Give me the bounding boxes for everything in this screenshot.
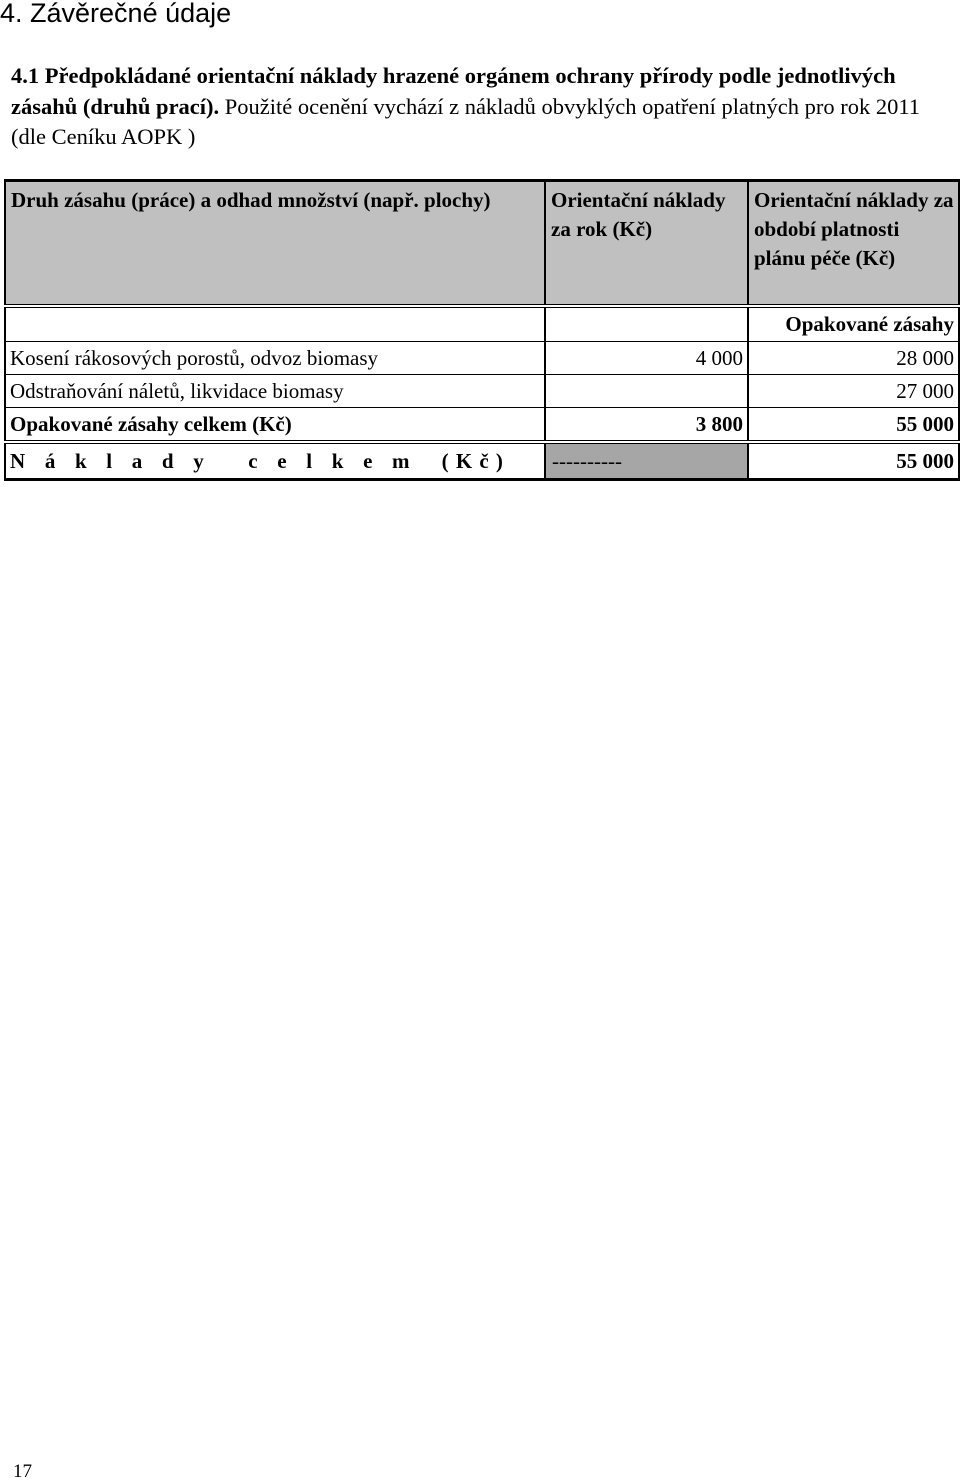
section-heading: 4. Závěrečné údaje <box>0 0 232 28</box>
cost-table <box>4 179 960 481</box>
total-period: 55 000 <box>748 442 959 480</box>
header-period-cost: Orientační náklady za období platnosti plánu péče (Kč) <box>748 181 959 307</box>
row-name: Kosení rákosových porostů, odvoz biomasy <box>5 342 545 375</box>
total-label <box>5 442 545 480</box>
total-yearly: ---------- <box>545 442 748 480</box>
table-row <box>5 342 959 375</box>
subtotal-row <box>5 408 959 443</box>
section-subheading <box>11 61 951 153</box>
row-name: Odstraňování náletů, likvidace biomasy <box>5 375 545 408</box>
header-intervention-type: Druh zásahu (práce) a odhad množství (např. plochy) <box>5 181 545 307</box>
table-row <box>5 375 959 408</box>
table-header-row <box>5 181 959 307</box>
subtotal-label: Opakované zásahy celkem (Kč) <box>5 408 545 443</box>
section-label: Opakované zásahy <box>748 306 959 342</box>
row-period: 27 000 <box>748 375 959 408</box>
total-label-text: N á k l a d y c e l k e m (Kč) <box>10 449 511 473</box>
total-row <box>5 442 959 480</box>
row-period: 28 000 <box>748 342 959 375</box>
row-yearly <box>545 375 748 408</box>
page-number: 17 <box>13 1461 32 1482</box>
subtotal-period: 55 000 <box>748 408 959 443</box>
section-row <box>5 306 959 342</box>
subheading-title: 4.1 Předpokládané orientační náklady hrazené orgánem ochrany přírody podle jednotlivých zásahů (druhů prací). <box>11 63 896 119</box>
subheading-note: Použité ocenění vychází z nákladů obvyklých opatření platných pro rok 2011 (dle Ceníku AOPK ) <box>11 93 921 149</box>
row-yearly: 4 000 <box>545 342 748 375</box>
subtotal-yearly: 3 800 <box>545 408 748 443</box>
header-yearly-cost: Orientační náklady za rok (Kč) <box>545 181 748 307</box>
